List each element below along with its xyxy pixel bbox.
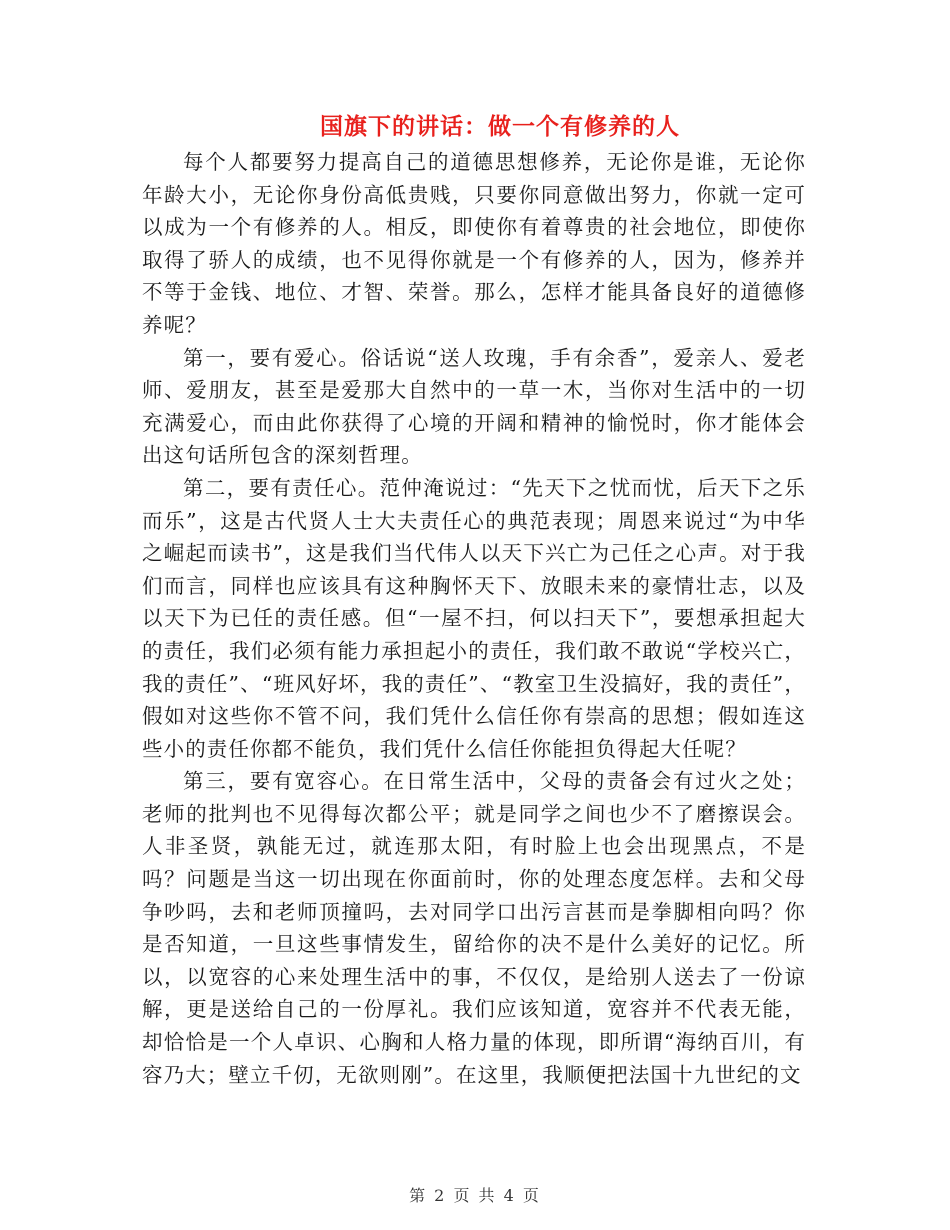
paragraph-responsibility: 第二，要有责任心。范仲淹说过：“先天下之忧而忧，后天下之乐而乐”，这是古代贤人士大夫责任心的典范表现；周恩来说过“为中华之崛起而读书”，这是我们当代伟人以天下兴亡为己任之心声。对于我们而言，同样也应该具有这种胸怀天下、放眼未来的豪情壮志，以及以天下为已任的责任感。但“一屋不扫，何以扫天下”，要想承担起大的责任，我们必须有能力承担起小的责任，我们敢不敢说“学校兴亡，我的责任”、“班风好坏，我的责任”、“教室卫生没搞好，我的责任”，假如对这些你不管不问，我们凭什么信任你有崇高的思想；假如连这些小的责任你都不能负，我们凭什么信任你能担负得起大任呢？: [142, 475, 806, 761]
paragraph-intro: 每个人都要努力提高自己的道德思想修养，无论你是谁，无论你年龄大小，无论你身份高低贵贱，只要你同意做出努力，你就一定可以成为一个有修养的人。相反，即使你有着尊贵的社会地位，即使你取得了骄人的成绩，也不见得你就是一个有修养的人，因为，修养并不等于金钱、地位、才智、荣誉。那么，怎样才能具备良好的道德修养呢？: [142, 150, 806, 337]
document-body: [142, 146, 806, 1091]
paragraph-love: 第一，要有爱心。俗话说“送人玫瑰，手有余香”，爱亲人、爱老师、爱朋友，甚至是爱那大自然中的一草一木，当你对生活中的一切充满爱心，而由此你获得了心境的开阔和精神的愉悦时，你才能体会出这句话所包含的深刻哲理。: [142, 345, 806, 468]
document-title: 国旗下的讲话：做一个有修养的人: [320, 113, 680, 140]
paragraph-tolerance: 第三，要有宽容心。在日常生活中，父母的责备会有过火之处；老师的批判也不见得每次都公平；就是同学之间也少不了磨擦误会。人非圣贤，孰能无过，就连那太阳，有时脸上也会出现黑点，不是吗？问题是当这一切出现在你面前时，你的处理态度怎样。去和父母争吵吗，去和老师顶撞吗，去对同学口出污言甚而是拳脚相向吗？你是否知道，一旦这些事情发生，留给你的决不是什么美好的记忆。所以，以宽容的心来处理生活中的事，不仅仅，是给别人送去了一份谅解，更是送给自己的一份厚礼。我们应该知道，宽容并不代表无能，却恰恰是一个人卓识、心胸和人格力量的体现，即所谓“海纳百川，有容乃大；壁立千仞，无欲则刚”。在这里，我顺便把法国十九世纪的文: [142, 769, 806, 1087]
page-number-footer: 第 2 页 共 4 页: [409, 1186, 541, 1205]
